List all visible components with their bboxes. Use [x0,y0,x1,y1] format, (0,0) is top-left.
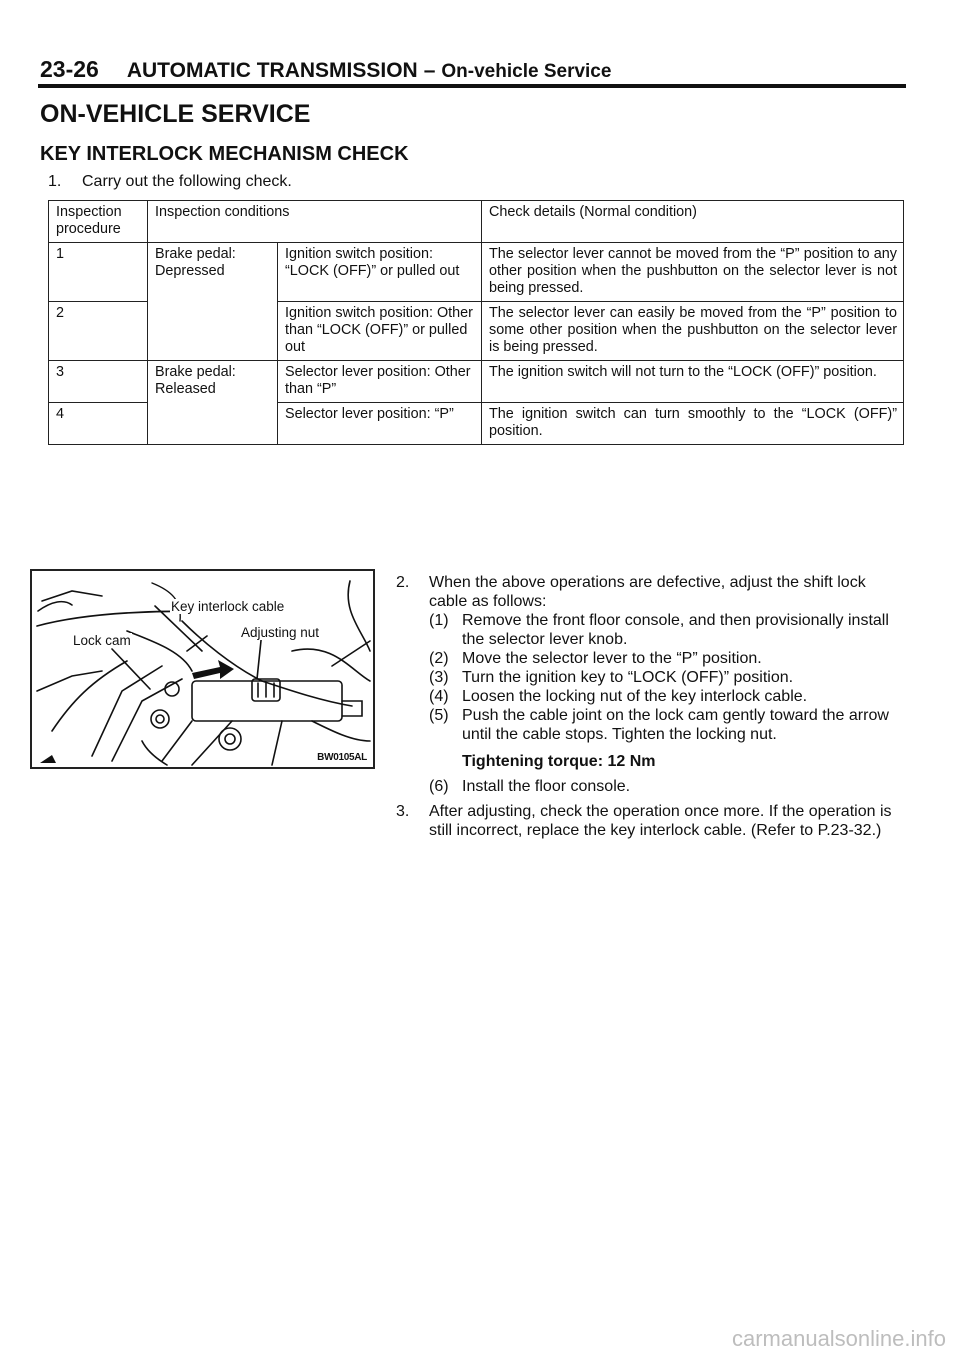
header-conditions: Inspection conditions [148,201,482,243]
detail-cell: The selector lever cannot be moved from the “P” position to any other position when the pushbutton on the selector lever is not being pressed. [482,243,904,302]
step-3 [396,802,904,840]
detail-cell: The ignition switch will not turn to the “LOCK (OFF)” position. [482,361,904,403]
section-title: ON-VEHICLE SERVICE [40,100,311,128]
list-item: (2) Move the selector lever to the “P” position. [429,650,762,667]
step-1-text: Carry out the following check. [82,173,292,190]
table-row [49,361,904,403]
brake-pedal-condition: Brake pedal: Released [148,361,278,445]
list-item: (5) Push the cable joint on the lock cam gently toward the arrow until the cable stops. Tighten the locking nut. [429,707,889,743]
detail-cell: The selector lever can easily be moved from the “P” position to some other position when the pushbutton on the selector lever is being pressed. [482,302,904,361]
step-1-number: 1. [48,173,62,190]
header-dash: – [423,59,436,82]
list-item: (3) Turn the ignition key to “LOCK (OFF)” position. [429,669,794,686]
key-interlock-figure [30,569,375,769]
step-2 [396,573,904,611]
brake-pedal-condition: Brake pedal: Depressed [148,243,278,361]
condition-cell: Selector lever position: “P” [278,403,482,445]
detail-cell: The ignition switch can turn smoothly to the “LOCK (OFF)” position. [482,403,904,445]
page-header [40,56,611,83]
condition-cell: Ignition switch position: Other than “LOCK (OFF)” or pulled out [278,302,482,361]
label-adjusting-nut: Adjusting nut [241,625,320,640]
label-key-interlock-cable: Key interlock cable [171,599,285,614]
header-subtitle: On-vehicle Service [441,61,612,82]
header-details: Check details (Normal condition) [482,201,904,243]
procedure-number: 2 [49,302,148,361]
header-rule [38,84,906,88]
label-lock-cam: Lock cam [73,633,131,648]
step-1 [48,173,292,191]
procedure-number: 4 [49,403,148,445]
procedure-number: 1 [49,243,148,302]
procedure-number: 3 [49,361,148,403]
page-number: 23-26 [40,56,99,82]
table-row [49,243,904,302]
table-header-row [49,201,904,243]
check-table [48,200,904,445]
step-2-number: 2. [396,574,410,591]
header-procedure: Inspection procedure [49,201,148,243]
adjustment-procedure [396,573,904,840]
substep-list [396,611,904,796]
watermark-footer: carmanualsonline.info [731,1326,946,1351]
condition-cell: Ignition switch position: “LOCK (OFF)” or pulled out [278,243,482,302]
step-2-text: When the above operations are defective, adjust the shift lock cable as follows: [429,574,866,610]
subsection-title: KEY INTERLOCK MECHANISM CHECK [40,143,409,165]
step-3-text: After adjusting, check the operation once more. If the operation is still incorrect, replace the key interlock cable. (Refer to P.23-32.) [429,803,892,839]
step-3-number: 3. [396,803,410,820]
list-item: (6) Install the floor console. [429,778,631,795]
condition-cell: Selector lever position: Other than “P” [278,361,482,403]
list-item: (1) Remove the front floor console, and then provisionally install the selector lever knob. [429,612,889,648]
header-title: AUTOMATIC TRANSMISSION [126,59,418,82]
tightening-torque: Tightening torque: 12 Nm [462,753,656,770]
figure-id: BW0105AL [317,752,367,763]
list-item: (4) Loosen the locking nut of the key interlock cable. [429,688,808,705]
